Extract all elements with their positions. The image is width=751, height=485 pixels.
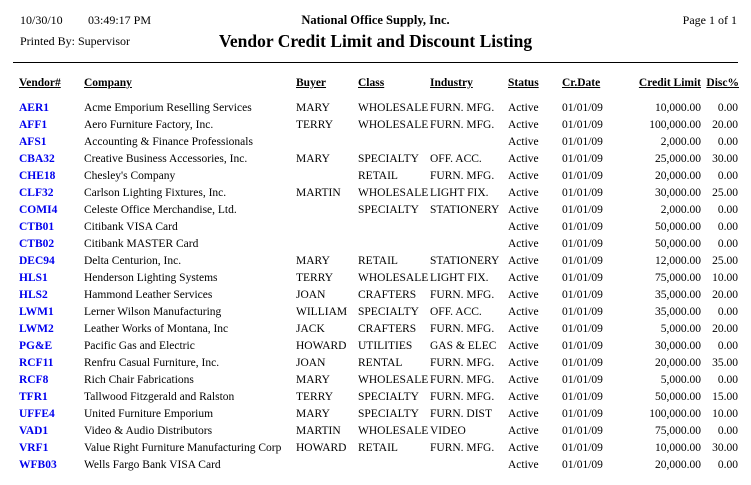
cell-credit-limit: 20,000.00 [655,458,701,471]
cell-credit-limit: 5,000.00 [660,322,701,335]
cell-status: Active [508,305,539,318]
cell-buyer: JACK [296,322,325,335]
table-row [19,354,739,371]
cell-class: WHOLESALE [358,118,429,131]
cell-industry: OFF. ACC. [430,305,482,318]
cell-company: Value Right Furniture Manufacturing Corp [84,441,282,454]
cell-class: UTILITIES [358,339,413,352]
cell-buyer: WILLIAM [296,305,348,318]
table-row [19,167,739,184]
cell-disc: 35.00 [712,356,738,369]
cell-vendor[interactable]: RCF11 [19,356,54,369]
cell-company: Rich Chair Fabrications [84,373,194,386]
cell-industry [430,235,508,252]
cell-credit-limit: 75,000.00 [655,424,701,437]
cell-company: Pacific Gas and Electric [84,339,195,352]
cell-cr-date: 01/01/09 [562,169,603,182]
cell-class: WHOLESALE [358,424,429,437]
cell-cr-date: 01/01/09 [562,118,603,131]
report-title: Vendor Credit Limit and Discount Listing [218,31,533,51]
page-indicator: Page 1 of 1 [682,13,737,27]
cell-status: Active [508,288,539,301]
table-header [19,77,739,99]
cell-vendor[interactable]: COMI4 [19,203,58,216]
cell-vendor[interactable]: AFF1 [19,118,48,131]
report-header-row2 [0,31,751,59]
printed-by: Printed By: Supervisor [20,34,130,48]
cell-status: Active [508,118,539,131]
cell-company: Citibank VISA Card [84,220,178,233]
cell-credit-limit: 100,000.00 [649,407,701,420]
cell-buyer [296,201,358,218]
cell-buyer [296,218,358,235]
cell-class [358,235,430,252]
cell-industry: LIGHT FIX. [430,186,489,199]
cell-industry: FURN. DIST [430,407,492,420]
cell-status: Active [508,339,539,352]
cell-vendor[interactable]: HLS2 [19,288,48,301]
cell-vendor[interactable]: TFR1 [19,390,48,403]
cell-status: Active [508,458,539,471]
cell-vendor[interactable]: CTB01 [19,220,55,233]
cell-class: SPECIALTY [358,152,419,165]
cell-credit-limit: 35,000.00 [655,288,701,301]
cell-cr-date: 01/01/09 [562,135,603,148]
cell-vendor[interactable]: UFFE4 [19,407,55,420]
cell-credit-limit: 10,000.00 [655,101,701,114]
cell-cr-date: 01/01/09 [562,356,603,369]
cell-credit-limit: 35,000.00 [655,305,701,318]
cell-industry [430,133,508,150]
table-row [19,201,739,218]
cell-company: Chesley's Company [84,169,176,182]
cell-buyer [296,456,358,473]
table-row [19,405,739,422]
cell-disc: 0.00 [717,101,738,114]
cell-class: CRAFTERS [358,288,417,301]
cell-company: Carlson Lighting Fixtures, Inc. [84,186,227,199]
cell-industry: FURN. MFG. [430,322,495,335]
cell-buyer: JOAN [296,356,326,369]
cell-vendor[interactable]: CBA32 [19,152,55,165]
table-row [19,303,739,320]
cell-class [358,133,430,150]
cell-company: Accounting & Finance Professionals [84,135,253,148]
cell-disc: 20.00 [712,118,738,131]
cell-vendor[interactable]: CHE18 [19,169,56,182]
cell-company: Tallwood Fitzgerald and Ralston [84,390,235,403]
cell-class: SPECIALTY [358,407,419,420]
cell-company: Hammond Leather Services [84,288,213,301]
cell-class: RENTAL [358,356,403,369]
cell-disc: 15.00 [712,390,738,403]
cell-buyer: HOWARD [296,441,347,454]
cell-cr-date: 01/01/09 [562,424,603,437]
cell-cr-date: 01/01/09 [562,407,603,420]
cell-credit-limit: 100,000.00 [649,118,701,131]
cell-status: Active [508,203,539,216]
cell-disc: 0.00 [717,373,738,386]
print-time: 03:49:17 PM [88,13,152,27]
table-body [19,99,739,473]
cell-class: WHOLESALE [358,186,429,199]
cell-cr-date: 01/01/09 [562,254,603,267]
cell-industry: FURN. MFG. [430,390,495,403]
cell-credit-limit: 20,000.00 [655,356,701,369]
cell-disc: 0.00 [717,458,738,471]
table-row [19,388,739,405]
cell-buyer [296,235,358,252]
cell-company: Celeste Office Merchandise, Ltd. [84,203,237,216]
cell-vendor[interactable]: LWM1 [19,305,54,318]
cell-status: Active [508,101,539,114]
cell-industry: OFF. ACC. [430,152,482,165]
cell-class: RETAIL [358,441,398,454]
cell-status: Active [508,186,539,199]
table-row [19,99,739,116]
col-header-disc: Disc% [706,77,739,89]
cell-vendor[interactable]: CTB02 [19,237,55,250]
col-header-status: Status [508,77,539,89]
cell-buyer: MARY [296,152,330,165]
cell-vendor[interactable]: PG&E [19,339,53,352]
cell-status: Active [508,390,539,403]
cell-buyer: MARY [296,373,330,386]
cell-cr-date: 01/01/09 [562,458,603,471]
cell-class: SPECIALTY [358,390,419,403]
table-row [19,116,739,133]
cell-company: Leather Works of Montana, Inc [84,322,229,335]
table-row [19,269,739,286]
cell-cr-date: 01/01/09 [562,288,603,301]
table-row [19,218,739,235]
col-header-buyer: Buyer [296,77,327,89]
cell-industry: FURN. MFG. [430,373,495,386]
cell-cr-date: 01/01/09 [562,203,603,216]
cell-vendor[interactable]: DEC94 [19,254,55,267]
cell-credit-limit: 50,000.00 [655,390,701,403]
cell-cr-date: 01/01/09 [562,305,603,318]
cell-disc: 20.00 [712,288,738,301]
cell-vendor[interactable]: WFB03 [19,458,57,471]
col-header-class: Class [358,77,385,89]
cell-class [358,456,430,473]
cell-disc: 0.00 [717,220,738,233]
cell-status: Active [508,424,539,437]
cell-status: Active [508,373,539,386]
cell-status: Active [508,152,539,165]
cell-company: Delta Centurion, Inc. [84,254,182,267]
report-header-row1 [0,13,751,31]
col-header-industry: Industry [430,77,473,89]
cell-class: WHOLESALE [358,271,429,284]
cell-industry: STATIONERY [430,254,500,267]
cell-cr-date: 01/01/09 [562,101,603,114]
cell-class: CRAFTERS [358,322,417,335]
cell-status: Active [508,407,539,420]
cell-buyer: MARTIN [296,424,341,437]
cell-credit-limit: 2,000.00 [660,203,701,216]
cell-company: Citibank MASTER Card [84,237,199,250]
cell-company: United Furniture Emporium [84,407,214,420]
cell-vendor[interactable]: AER1 [19,101,50,114]
cell-vendor[interactable]: LWM2 [19,322,54,335]
col-header-crdate: Cr.Date [562,77,601,89]
cell-cr-date: 01/01/09 [562,339,603,352]
table-row [19,320,739,337]
table-row [19,456,739,473]
cell-status: Active [508,254,539,267]
cell-company: Henderson Lighting Systems [84,271,218,284]
cell-vendor[interactable]: VAD1 [19,424,49,437]
cell-credit-limit: 30,000.00 [655,339,701,352]
cell-buyer: TERRY [296,271,334,284]
cell-cr-date: 01/01/09 [562,237,603,250]
cell-cr-date: 01/01/09 [562,441,603,454]
cell-class: RETAIL [358,254,398,267]
cell-company: Lerner Wilson Manufacturing [84,305,222,318]
cell-buyer: MARY [296,407,330,420]
cell-industry: FURN. MFG. [430,118,495,131]
cell-cr-date: 01/01/09 [562,186,603,199]
cell-company: Acme Emporium Reselling Services [84,101,252,114]
cell-company: Creative Business Accessories, Inc. [84,152,248,165]
cell-cr-date: 01/01/09 [562,220,603,233]
cell-credit-limit: 2,000.00 [660,135,701,148]
cell-cr-date: 01/01/09 [562,152,603,165]
cell-credit-limit: 25,000.00 [655,152,701,165]
cell-class: RETAIL [358,169,398,182]
cell-industry [430,218,508,235]
col-header-vendor: Vendor# [19,77,61,89]
cell-disc: 0.00 [717,424,738,437]
cell-industry: VIDEO [430,424,466,437]
table-header-row [19,77,739,99]
cell-class: WHOLESALE [358,373,429,386]
cell-buyer: MARTIN [296,186,341,199]
table-row [19,150,739,167]
cell-class [358,218,430,235]
cell-industry: FURN. MFG. [430,441,495,454]
cell-industry: FURN. MFG. [430,288,495,301]
cell-industry [430,456,508,473]
cell-buyer: TERRY [296,118,334,131]
header-rule [13,62,738,63]
cell-industry: FURN. MFG. [430,101,495,114]
cell-credit-limit: 75,000.00 [655,271,701,284]
cell-buyer [296,133,358,150]
cell-class: SPECIALTY [358,203,419,216]
print-date: 10/30/10 [20,13,63,27]
cell-industry: FURN. MFG. [430,169,495,182]
cell-vendor[interactable]: RCF8 [19,373,49,386]
cell-status: Active [508,271,539,284]
cell-disc: 0.00 [717,305,738,318]
cell-credit-limit: 20,000.00 [655,169,701,182]
cell-credit-limit: 30,000.00 [655,186,701,199]
cell-credit-limit: 50,000.00 [655,237,701,250]
cell-industry: GAS & ELEC [430,339,497,352]
cell-buyer: MARY [296,254,330,267]
cell-status: Active [508,441,539,454]
cell-disc: 30.00 [712,152,738,165]
cell-vendor[interactable]: CLF32 [19,186,54,199]
cell-buyer: HOWARD [296,339,347,352]
cell-disc: 10.00 [712,407,738,420]
cell-status: Active [508,169,539,182]
cell-company: Aero Furniture Factory, Inc. [84,118,214,131]
cell-company: Wells Fargo Bank VISA Card [84,458,221,471]
cell-status: Active [508,356,539,369]
cell-credit-limit: 50,000.00 [655,220,701,233]
cell-cr-date: 01/01/09 [562,271,603,284]
cell-disc: 0.00 [717,203,738,216]
table-row [19,252,739,269]
table-row [19,439,739,456]
cell-disc: 0.00 [717,135,738,148]
cell-disc: 0.00 [717,237,738,250]
cell-industry: STATIONERY [430,203,500,216]
vendor-listing-table [19,77,739,473]
table-row [19,133,739,150]
cell-vendor[interactable]: VRF1 [19,441,49,454]
cell-disc: 0.00 [717,339,738,352]
report-header [0,0,751,63]
cell-vendor[interactable]: HLS1 [19,271,48,284]
cell-disc: 25.00 [712,186,738,199]
cell-company: Renfru Casual Furniture, Inc. [84,356,220,369]
cell-cr-date: 01/01/09 [562,373,603,386]
table-row [19,286,739,303]
cell-disc: 0.00 [717,169,738,182]
cell-buyer [296,167,358,184]
table-row [19,235,739,252]
cell-cr-date: 01/01/09 [562,390,603,403]
cell-disc: 25.00 [712,254,738,267]
cell-credit-limit: 12,000.00 [655,254,701,267]
cell-status: Active [508,220,539,233]
cell-disc: 20.00 [712,322,738,335]
cell-cr-date: 01/01/09 [562,322,603,335]
cell-status: Active [508,135,539,148]
cell-buyer: TERRY [296,390,334,403]
cell-buyer: MARY [296,101,330,114]
cell-status: Active [508,237,539,250]
cell-credit-limit: 10,000.00 [655,441,701,454]
cell-class: SPECIALTY [358,305,419,318]
cell-buyer: JOAN [296,288,326,301]
cell-industry: FURN. MFG. [430,356,495,369]
table-row [19,422,739,439]
cell-industry: LIGHT FIX. [430,271,489,284]
cell-company: Video & Audio Distributors [84,424,213,437]
cell-disc: 10.00 [712,271,738,284]
col-header-company: Company [84,77,132,89]
cell-credit-limit: 5,000.00 [660,373,701,386]
cell-disc: 30.00 [712,441,738,454]
table-row [19,337,739,354]
company-name: National Office Supply, Inc. [301,13,450,27]
col-header-credit-limit: Credit Limit [638,77,701,89]
table-row [19,371,739,388]
cell-vendor[interactable]: AFS1 [19,135,47,148]
cell-status: Active [508,322,539,335]
cell-class: WHOLESALE [358,101,429,114]
table-row [19,184,739,201]
